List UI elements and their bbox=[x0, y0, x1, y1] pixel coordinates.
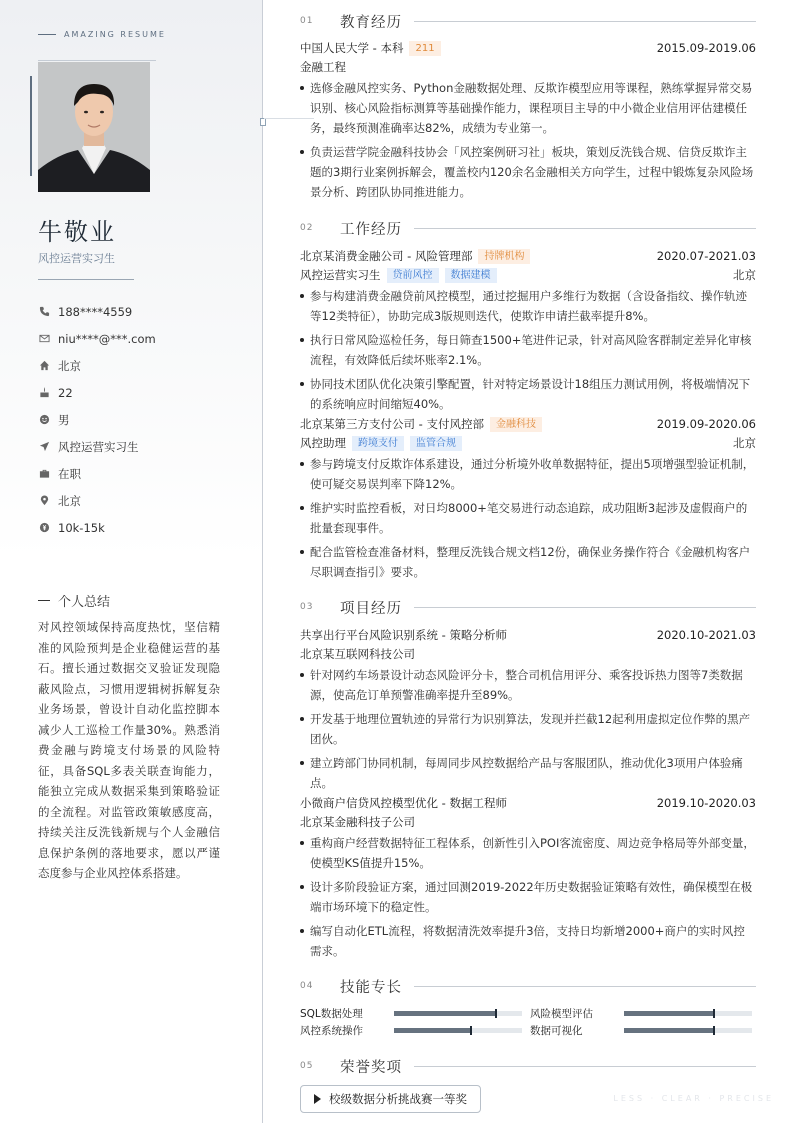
company-tag: 金融科技 bbox=[490, 417, 542, 432]
skill-item bbox=[300, 1005, 363, 1021]
section-number: 02 bbox=[300, 223, 314, 233]
section-rule bbox=[414, 607, 756, 608]
info-text: 22 bbox=[58, 385, 73, 400]
skill-bar bbox=[624, 1028, 752, 1033]
mail-icon bbox=[38, 333, 50, 345]
info-text: 188****4559 bbox=[58, 304, 133, 319]
education-entry bbox=[300, 38, 756, 206]
info-text: 北京 bbox=[58, 493, 81, 508]
divider bbox=[38, 279, 134, 280]
project-org-row bbox=[300, 645, 756, 663]
location-pin-icon bbox=[38, 495, 50, 507]
work-entry bbox=[300, 246, 756, 418]
section-skills-heading bbox=[300, 976, 756, 996]
info-text: 男 bbox=[58, 412, 70, 427]
skill-name: 风控系统操作 bbox=[300, 1024, 363, 1037]
skill-bar bbox=[624, 1011, 752, 1016]
job-bullet: 执行日常风险巡检任务，每日筛查1500+笔进件记录，针对高风险客群制定差异化审核流程，有效降低后续坏账率2.1%。 bbox=[300, 330, 756, 370]
section-number: 01 bbox=[300, 16, 314, 26]
skill-bar-fill bbox=[624, 1028, 714, 1033]
company-tag: 持牌机构 bbox=[478, 249, 530, 264]
project-name: 共享出行平台风险识别系统 - 策略分析师 bbox=[300, 628, 507, 642]
skill-bar-knob bbox=[495, 1009, 497, 1018]
award-name: 校级数据分析挑战赛一等奖 bbox=[329, 1092, 467, 1106]
skill-bar-knob bbox=[713, 1009, 715, 1018]
job-city: 北京 bbox=[733, 268, 756, 282]
project-bullet: 建立跨部门协同机制，每周同步风控数据给产品与客服团队，推动优化3项用户体验痛点。 bbox=[300, 753, 756, 793]
summary-heading bbox=[38, 591, 110, 610]
company-name: 北京某第三方支付公司 - 支付风控部 bbox=[300, 417, 484, 431]
skill-bar-knob bbox=[470, 1026, 472, 1035]
section-number: 03 bbox=[300, 602, 314, 612]
info-age bbox=[38, 379, 248, 406]
section-rule bbox=[414, 228, 756, 229]
phone-icon bbox=[38, 306, 50, 318]
section-rule bbox=[414, 21, 756, 22]
section-projects-heading bbox=[300, 597, 756, 617]
candidate-name: 牛敬业 bbox=[38, 218, 116, 246]
job-position: 风控运营实习生 bbox=[300, 268, 381, 282]
info-text: niu****@***.com bbox=[58, 331, 156, 346]
skill-bar bbox=[394, 1011, 522, 1016]
play-icon bbox=[314, 1094, 321, 1104]
info-email bbox=[38, 325, 248, 352]
project-org: 北京某互联网科技公司 bbox=[300, 647, 415, 661]
brand bbox=[38, 30, 166, 39]
info-location bbox=[38, 487, 248, 514]
skill-name: SQL数据处理 bbox=[300, 1007, 363, 1020]
section-number: 05 bbox=[300, 1061, 314, 1071]
skill-name: 风险模型评估 bbox=[530, 1007, 593, 1020]
project-date: 2020.10-2021.03 bbox=[656, 628, 756, 642]
project-org-row bbox=[300, 813, 756, 831]
sidebar bbox=[0, 0, 263, 1123]
skill-item bbox=[530, 1022, 756, 1038]
skill-item bbox=[300, 1022, 363, 1038]
skill-name: 数据可视化 bbox=[530, 1024, 583, 1037]
project-bullet: 开发基于地理位置轨迹的异常行为识别算法，发现并拦截12起利用虚拟定位作弊的黑产团伙。 bbox=[300, 709, 756, 749]
brand-text: AMAZING RESUME bbox=[64, 30, 166, 39]
briefcase-icon bbox=[38, 468, 50, 480]
section-title: 工作经历 bbox=[340, 221, 402, 238]
project-bullet: 针对网约车场景设计动态风险评分卡，整合司机信用评分、乘客投诉热力图等7类数据源，使高危订单预警准确率提升至89%。 bbox=[300, 665, 756, 705]
section-title: 教育经历 bbox=[340, 14, 402, 31]
info-gender bbox=[38, 406, 248, 433]
job-date: 2019.09-2020.06 bbox=[656, 417, 756, 431]
section-title: 项目经历 bbox=[340, 600, 402, 617]
job-header bbox=[300, 414, 756, 434]
skill-bar-fill bbox=[624, 1011, 714, 1016]
job-position-row bbox=[300, 434, 756, 452]
info-text: 在职 bbox=[58, 466, 81, 481]
project-header bbox=[300, 793, 756, 813]
sidebar-marker bbox=[260, 118, 266, 126]
project-date: 2019.10-2020.03 bbox=[656, 796, 756, 810]
project-entry bbox=[300, 625, 756, 797]
tagline: LESS · CLEAR · PRECISE bbox=[613, 1094, 774, 1103]
project-entry bbox=[300, 793, 756, 965]
photo-accent-line bbox=[30, 76, 32, 176]
section-number: 04 bbox=[300, 981, 314, 991]
project-bullet: 重构商户经营数据特征工程体系，创新性引入POI客流密度、周边竞争格局等外部变量，使模型KS值提升15%。 bbox=[300, 833, 756, 873]
job-date: 2020.07-2021.03 bbox=[656, 249, 756, 263]
info-status bbox=[38, 460, 248, 487]
info-city bbox=[38, 352, 248, 379]
education-bullet: 选修金融风控实务、Python金融数据处理、反欺诈模型应用等课程，熟练掌握异常交易识别、核心风险指标测算等基础操作能力，课程项目主导的中小微企业信用评估建模任务，最终预测准确率达82%，成绩为专业第一。 bbox=[300, 78, 756, 138]
job-position: 风控助理 bbox=[300, 436, 346, 450]
smile-icon bbox=[38, 414, 50, 426]
company-name: 北京某消费金融公司 - 风险管理部 bbox=[300, 249, 473, 263]
job-position-row bbox=[300, 266, 756, 284]
school-tag: 211 bbox=[409, 41, 440, 56]
info-phone bbox=[38, 298, 248, 325]
profile-photo bbox=[38, 62, 150, 192]
section-rule bbox=[414, 986, 756, 987]
section-title: 技能专长 bbox=[340, 979, 402, 996]
project-bullet: 设计多阶段验证方案，通过回测2019-2022年历史数据验证策略有效性，确保模型在极端市场环境下的稳定性。 bbox=[300, 877, 756, 917]
skill-bar-knob bbox=[713, 1026, 715, 1035]
job-tag: 数据建模 bbox=[445, 268, 497, 283]
home-icon bbox=[38, 360, 50, 372]
award-item bbox=[300, 1085, 481, 1113]
skill-bar-fill bbox=[394, 1011, 496, 1016]
job-bullet: 参与跨境支付反欺诈体系建设，通过分析境外收单数据特征，提出5项增强型验证机制，使可疑交易误判率下降12%。 bbox=[300, 454, 756, 494]
job-tag: 跨境支付 bbox=[352, 436, 404, 451]
skill-bar bbox=[394, 1028, 522, 1033]
job-bullet: 维护实时监控看板，对日均8000+笔交易进行动态追踪，成功阻断3起涉及虚假商户的批量套现事件。 bbox=[300, 498, 756, 538]
cake-icon bbox=[38, 387, 50, 399]
job-bullet: 参与构建消费金融贷前风控模型，通过挖掘用户多维行为数据（含设备指纹、操作轨迹等12类特征），协助完成3版规则迭代，使欺诈申请拦截率提升8%。 bbox=[300, 286, 756, 326]
major: 金融工程 bbox=[300, 60, 346, 74]
info-text: 风控运营实习生 bbox=[58, 439, 139, 454]
project-name: 小微商户信贷风控模型优化 - 数据工程师 bbox=[300, 796, 507, 810]
school-name: 中国人民大学 - 本科 bbox=[300, 41, 404, 55]
section-title: 荣誉奖项 bbox=[340, 1059, 402, 1076]
info-text: 10k-15k bbox=[58, 520, 105, 535]
info-target bbox=[38, 433, 248, 460]
section-rule bbox=[414, 1066, 756, 1067]
info-text: 北京 bbox=[58, 358, 81, 373]
job-city: 北京 bbox=[733, 436, 756, 450]
job-header bbox=[300, 246, 756, 266]
section-education-heading bbox=[300, 11, 756, 31]
job-tag: 监管合规 bbox=[410, 436, 462, 451]
job-bullet: 协同技术团队优化决策引擎配置，针对特定场景设计18组压力测试用例，将极端情况下的系统响应时间缩短40%。 bbox=[300, 374, 756, 414]
education-major-row bbox=[300, 58, 756, 76]
project-bullet: 编写自动化ETL流程，将数据清洗效率提升3倍，支持日均新增2000+商户的实时风控需求。 bbox=[300, 921, 756, 961]
skill-item bbox=[530, 1005, 756, 1021]
contact-info bbox=[38, 298, 248, 541]
info-salary bbox=[38, 514, 248, 541]
section-work-heading bbox=[300, 218, 756, 238]
photo-decoration bbox=[38, 60, 156, 61]
work-entry bbox=[300, 414, 756, 586]
section-honors-heading bbox=[300, 1056, 756, 1076]
education-bullet: 负责运营学院金融科技协会「风控案例研习社」板块，策划反洗钱合规、信贷反欺诈主题的3期行业案例拆解会，覆盖校内120余名金融相关方向学生，过程中锻炼复杂风险场景分析、跨团队协同推进能力。 bbox=[300, 142, 756, 202]
job-tag: 贷前风控 bbox=[387, 268, 439, 283]
education-date: 2015.09-2019.06 bbox=[656, 41, 756, 55]
summary-title: 个人总结 bbox=[58, 595, 111, 610]
money-icon bbox=[38, 522, 50, 534]
candidate-role: 风控运营实习生 bbox=[38, 252, 115, 265]
summary-text: 对风控领域保持高度热忱，坚信精准的风险预判是企业稳健运营的基石。擅长通过数据交叉验证发现隐蔽风险点，习惯用逻辑树拆解复杂业务场景，曾设计自动化监控脚本减少人工巡检工作量30%。熟悉消费金融与跨境支付场景的风险特征，具备SQL多表关联查询能力，能独立完成从数据采集到策略验证的全流程。对监管政策敏感度高，持续关注反洗钱新规与个人金融信息保护条例的落地要求，愿以严谨态度参与企业风控体系搭建。 bbox=[38, 620, 220, 880]
project-header bbox=[300, 625, 756, 645]
education-header bbox=[300, 38, 756, 58]
job-bullet: 配合监管检查准备材料，整理反洗钱合规文档12份，确保业务操作符合《金融机构客户尽职调查指引》要求。 bbox=[300, 542, 756, 582]
project-org: 北京某金融科技子公司 bbox=[300, 815, 415, 829]
send-icon bbox=[38, 441, 50, 453]
skill-bar-fill bbox=[394, 1028, 471, 1033]
